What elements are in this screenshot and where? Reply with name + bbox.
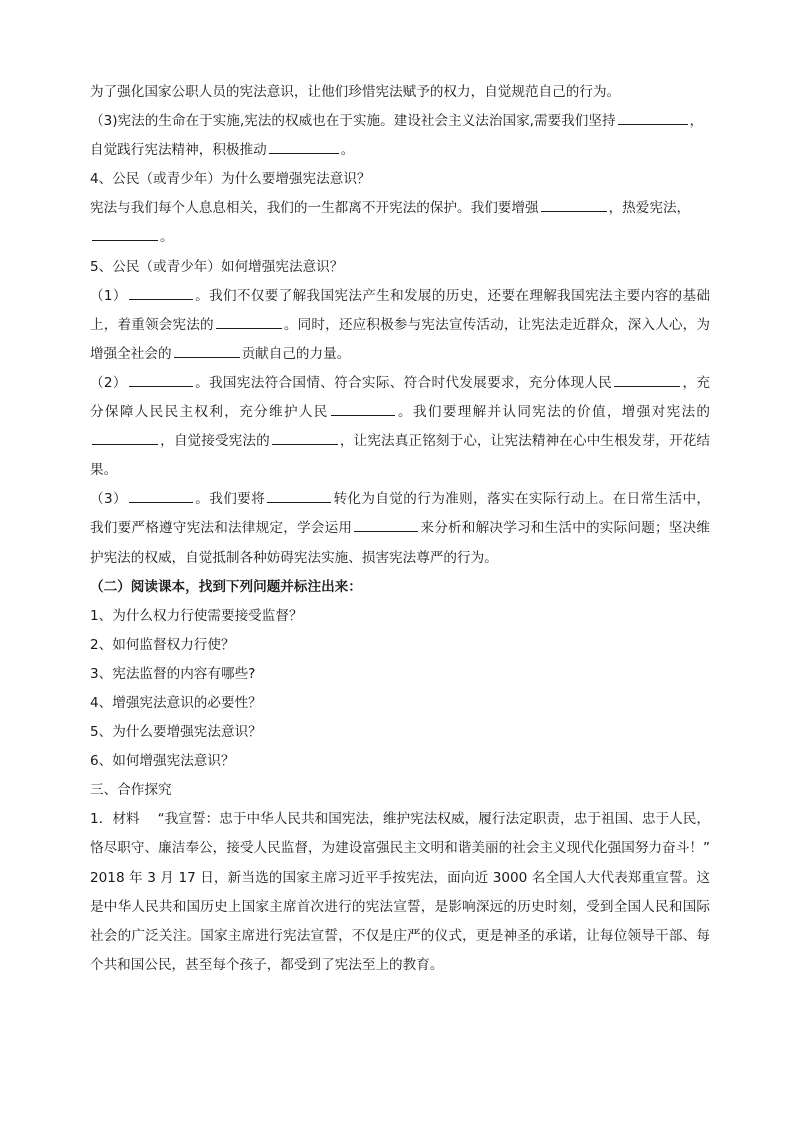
fill-blank[interactable] [618,110,688,125]
question-5-title: 5、公民（或青少年）如何增强宪法意识？ [90,258,344,275]
section-3-title: 三、合作探究 [90,782,172,799]
fill-blank[interactable] [129,372,193,387]
fill-blank[interactable] [92,226,158,241]
question-5-point-1: （1） 。我们不仅要了解我国宪法产生和发展的历史，还要在理解我国宪法主要内容的基础上，着重领会宪法的 。同时，还应积极参与宪法宣传活动，让宪法走近群众，深入人心，为增强全社会的 贡献自己的力量。 [90,282,710,369]
document-body [90,78,710,980]
fill-blank[interactable] [174,343,240,358]
paragraph-3: （3)宪法的生命在于实施,宪法的权威也在于实施。建设社会主义法治国家,需要我们坚持 ， 自觉践行宪法精神，积极推动 。 [90,107,710,165]
question-list-item: 3、宪法监督的内容有哪些? [90,665,256,682]
fill-blank[interactable] [331,401,395,416]
question-4-answer: 宪法与我们每个人息息相关，我们的一生都离不开宪法的保护。我们要增强 ，热爱宪法， 。 [90,194,710,252]
question-4-title: 4、公民（或青少年）为什么要增强宪法意识？ [90,171,371,188]
section-2-title: （二）阅读课本，找到下列问题并标注出来： [90,578,362,595]
question-5-point-2: （2） 。我国宪法符合国情、符合实际、符合时代发展要求，充分体现人民 ，充分保障人民民主权利，充分维护人民 。我们要理解并认同宪法的价值，增强对宪法的，自觉接受宪法的 ，让宪法真正铭刻于心，让宪法精神在心中生根发芽，开花结果。 [90,369,710,485]
material-paragraph: 1．材料 “我宣誓：忠于中华人民共和国宪法，维护宪法权威，履行法定职责，忠于祖国、忠于人民，恪尽职守、廉洁奉公，接受人民监督，为建设富强民主文明和谐美丽的社会主义现代化强国努力奋斗！” 2018 年 3 月 17 日，新当选的国家主席习近平手按宪法，面向近 3000 名全国人大代表郑重宣誓。这是中华人民共和国历史上国家主席首次进行的宪法宣誓，是影响深远的历史时刻，受到全国人民和国际社会的广泛关注。国家主席进行宪法宣誓，不仅是庄严的仪式，更是神圣的承诺，让每位领导干部、每个共和国公民，甚至每个孩子，都受到了宪法至上的教育。 [90,811,710,973]
fill-blank[interactable] [354,517,418,532]
question-list-item: 5、为什么要增强宪法意识？ [90,724,262,741]
fill-blank[interactable] [269,139,339,154]
fill-blank[interactable] [272,430,338,445]
fill-blank[interactable] [267,488,331,503]
question-list-item: 2、如何监督权力行使？ [90,636,235,653]
question-list-item: 6、如何增强宪法意识？ [90,753,235,770]
fill-blank[interactable] [129,285,193,300]
fill-blank[interactable] [92,430,158,445]
question-5-point-3: （3） 。我们要将 转化为自觉的行为准则，落实在实际行动上。在日常生活中，我们要严格遵守宪法和法律规定，学会运用 来分析和解决学习和生活中的实际问题；坚决维护宪法的权威，自觉抵制各种妨碍宪法实施、损害宪法尊严的行为。 [90,485,710,572]
fill-blank[interactable] [614,372,680,387]
question-list-item: 1、为什么权力行使需要接受监督？ [90,607,303,624]
paragraph-intro: 为了强化国家公职人员的宪法意识，让他们珍惜宪法赋予的权力，自觉规范自己的行为。 [90,84,621,100]
fill-blank[interactable] [129,488,193,503]
question-list-item: 4、增强宪法意识的必要性？ [90,694,262,711]
fill-blank[interactable] [541,197,607,212]
fill-blank[interactable] [216,314,282,329]
